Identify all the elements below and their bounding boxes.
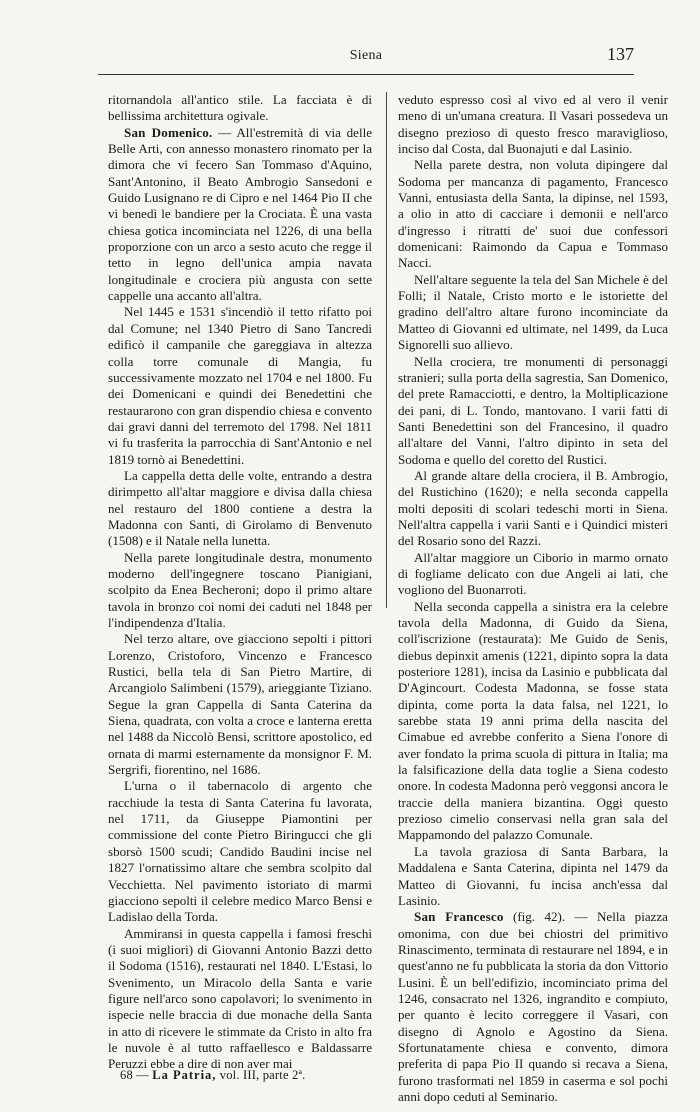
paragraph-text: All'altar maggiore un Ciborio in marmo ornato di fogliame delicato con due Angeli ai lati, che vogliono del Buonarroti.	[398, 549, 668, 598]
paragraph	[108, 92, 372, 125]
paragraph	[108, 304, 372, 467]
paragraph-text: La cappella detta delle volte, entrando a destra dirimpetto all'altar maggiore e divisa dalla chiesa nel restauro del 1800 contiene a destra la Madonna con Santi, di Girolamo di Benvenuto (1508) e il Natale nella lunetta.	[108, 467, 372, 549]
paragraph-text: Ammiransi in questa cappella i famosi freschi (i suoi migliori) di Giovanni Antonio Bazzi detto il Sodoma (1516), restaurati nel 1840. L'Estasi, lo Svenimento, un Miracolo della Santa e varie figure nell'arco sono capolavori; lo svenimento in ispecie nelle braccia di due monache della Santa in atto di ricevere le stimmate da Cristo in alto fra le nuvole è al tutto raffaellesco e Baldassarre Peruzzi ebbe a dire di non aver mai	[108, 925, 372, 1072]
paragraph-text: (fig. 42). — Nella piazza omonima, con due bei chiostri del primitivo Rinascimento, terminata di restaurare nel 1894, e in quest'anno ne fu pubblicata la storia da don Vittorio Lusini. È un bell'edifizio, incominciato prima del 1246, consacrato nel 1326, ingrandito e compiuto, per quanto è lecito correggere il Vasari, con disegno di Agnolo e Agostino da Siena. Sfortunatamente chiesa e convento, dimora preferita di papa Pio II quando si recava a Siena, furono trasformati nel 1859 in caserma e sol pochi anni dopo ceduti al Seminario.	[398, 909, 668, 1104]
paragraph	[108, 631, 372, 778]
paragraph-text: ritornandola all'antico stile. La facciata è di bellissima architettura ogivale.	[108, 92, 372, 124]
paragraph-text: Nel terzo altare, ove giacciono sepolti i pittori Lorenzo, Cristoforo, Vincenzo e Francesco Rustici, bella tela di San Pietro Martire, di Arcangiolo Salimbeni (1579), arieggiante Tiziano. Segue la gran Cappella di Santa Caterina da Siena, quadrata, con volta a croce e lanterna eretta nel 1488 da Niccolò Bensi, scrittore apostolico, ed ornata di marmi esternamente da monsignor F. M. Sergrifi, fiorentino, nel 1686.	[108, 631, 372, 778]
paragraph-text: Nella seconda cappella a sinistra era la celebre tavola della Madonna, di Guido da Siena, coll'iscrizione (restaurata): Me Guido de Senis, diebus depinxit amenis (1221, dipinto sopra la data posteriore 1281), incisa da Lasinio e pubblicata dal D'Agincourt. Codesta Madonna, se fosse stata dipinta, come porta la data falsa, nel 1221, lo sarebbe stata 19 anni prima della nascita del Cimabue ed avrebbe conferito a Siena l'onore di aver fondato la prima scuola di pittura in Italia; ma la falsificazione della data toglie a Siena codesto onore. In codesta Madonna però veggonsi ancora le traccie della maniera bizantina. Oggi questo prezioso cimelio conservasi nella gran sala del Mappamondo del palazzo Comunale.	[398, 598, 668, 843]
paragraph	[398, 272, 668, 354]
column-divider	[386, 92, 387, 608]
paragraph	[108, 468, 372, 550]
paragraph	[398, 599, 668, 844]
page-number: 137	[607, 44, 634, 64]
paragraph	[398, 157, 668, 271]
right-column	[398, 92, 668, 1105]
section-heading: San Domenico.	[124, 124, 213, 140]
paragraph-text: veduto espresso così al vivo ed al vero il venir meno di un'umana creatura. Il Vasari possedeva un disegno prezioso di questo fresco maraviglioso, inciso dal Costa, dal Buonajuti e dal Lasinio.	[398, 92, 668, 157]
paragraph	[398, 844, 668, 909]
paragraph-text: La tavola graziosa di Santa Barbara, la Maddalena e Santa Caterina, dipinta nel 1479 da Matteo di Giovanni, fu incisa anch'essa dal Lasinio.	[398, 843, 668, 908]
paragraph-text: — All'estremità di via delle Belle Arti, con annesso monastero rinomato per la dimora che vi fecero San Tommaso d'Aquino, Sant'Antonino, il Beato Ambrogio Sansedoni e Guido Lusignano re di Cipro e nel 1464 Pio II che vi benedì le bandiere per la Crociata. È una vasta chiesa gotica incominciata nel 1226, di una bella proporzione con un arco a sesto acuto che regge il tetto in legno dell'unica ampia navata longitudinale e crociera più angusta con sette cappelle una accanto all'altra.	[108, 124, 372, 304]
section-paragraph	[108, 125, 372, 305]
left-column	[108, 92, 372, 1073]
paragraph-text: Nella parete longitudinale destra, monumento moderno dell'ingegnere toscano Pianigiani, scolpito da Enea Becheroni; dopo il primo altare tavola in bronzo coi nomi dei caduti nel 1848 per l'indipendenza d'Italia.	[108, 549, 372, 630]
footer-volume: vol. III, parte 2ª.	[219, 1068, 306, 1082]
paragraph	[398, 92, 668, 157]
paragraph	[398, 468, 668, 550]
paragraph	[108, 550, 372, 632]
paragraph	[108, 926, 372, 1073]
paragraph-text: L'urna o il tabernacolo di argento che racchiude la testa di Santa Caterina fu lavorata, nel 1711, da Giuseppe Piamontini per commissione del conte Pietro Biringucci che gli sborsò 1500 scudi; Candido Baudini incise nel 1827 l'ornatissimo altare che sembra scolpito dal Vecchietta. Nel pavimento istoriato di marmi giacciono sepolti il celebre medico Marco Bensi e Ladislao della Torda.	[108, 778, 372, 925]
page-header	[98, 42, 634, 72]
paragraph	[398, 550, 668, 599]
paragraph	[108, 778, 372, 925]
page-footer	[120, 1068, 440, 1083]
paragraph-text: Nel 1445 e 1531 s'incendiò il tetto rifatto poi dal Comune; nel 1340 Pietro di Sano Tancredi edificò il campanile che gareggiava in altezza colla torre comunale di Mangia, fu successivamente mozzato nel 1704 e nel 1800. Fu dei Domenicani e quindi dei Benedettini che restaurarono con gran dispendio chiesa e convento dai gravi danni del terremoto del 1798. Nel 1811 vi fu trasferita la parrocchia di Sant'Antonio e nel 1819 tornò ai Benedettini.	[108, 304, 372, 467]
header-rule	[98, 74, 634, 75]
running-title: Siena	[349, 48, 383, 63]
footer-signature: 68 —	[120, 1068, 149, 1082]
footer-brand: La Patria,	[152, 1068, 217, 1082]
paragraph-text: Nell'altare seguente la tela del San Michele è del Folli; il Natale, Cristo morto e le istoriette del gradino dell'altro altare furono incominciate da Matteo di Giovanni ed ultimate, nel 1499, da Luca Signorelli suo allievo.	[398, 271, 668, 353]
paragraph	[398, 354, 668, 468]
paragraph-text: Al grande altare della crociera, il B. Ambrogio, del Rustichino (1620); e nella seconda cappella molti depositi di scolari tedeschi morti in Siena. Nell'altra cappella i varii Santi e i Quindici misteri del Rosario sono del Razzi.	[398, 467, 668, 549]
section-heading: San Francesco	[414, 909, 504, 925]
paragraph-text: Nella parete destra, non voluta dipingere dal Sodoma per mancanza di pagamento, Francesco Vanni, entusiasta della Santa, la dipinse, nel 1593, a olio in atto di cacciare i demonii e nell'arco d'ingresso i ritratti de' suoi due confessori domenicani: Raimondo da Capua e Tommaso Nacci.	[398, 157, 668, 271]
paragraph-text: Nella crociera, tre monumenti di personaggi stranieri; sulla porta della sagrestia, San Domenico, del prete Ramacciotti, e dentro, la Moltiplicazione dei pani, di L. Tondo, mantovano. I varii fatti di Santi Benedettini son del Francesino, il quadro all'altare del Vanni, l'altro dipinto in seta del Sodoma e quello del coretto del Rustici.	[398, 353, 668, 467]
